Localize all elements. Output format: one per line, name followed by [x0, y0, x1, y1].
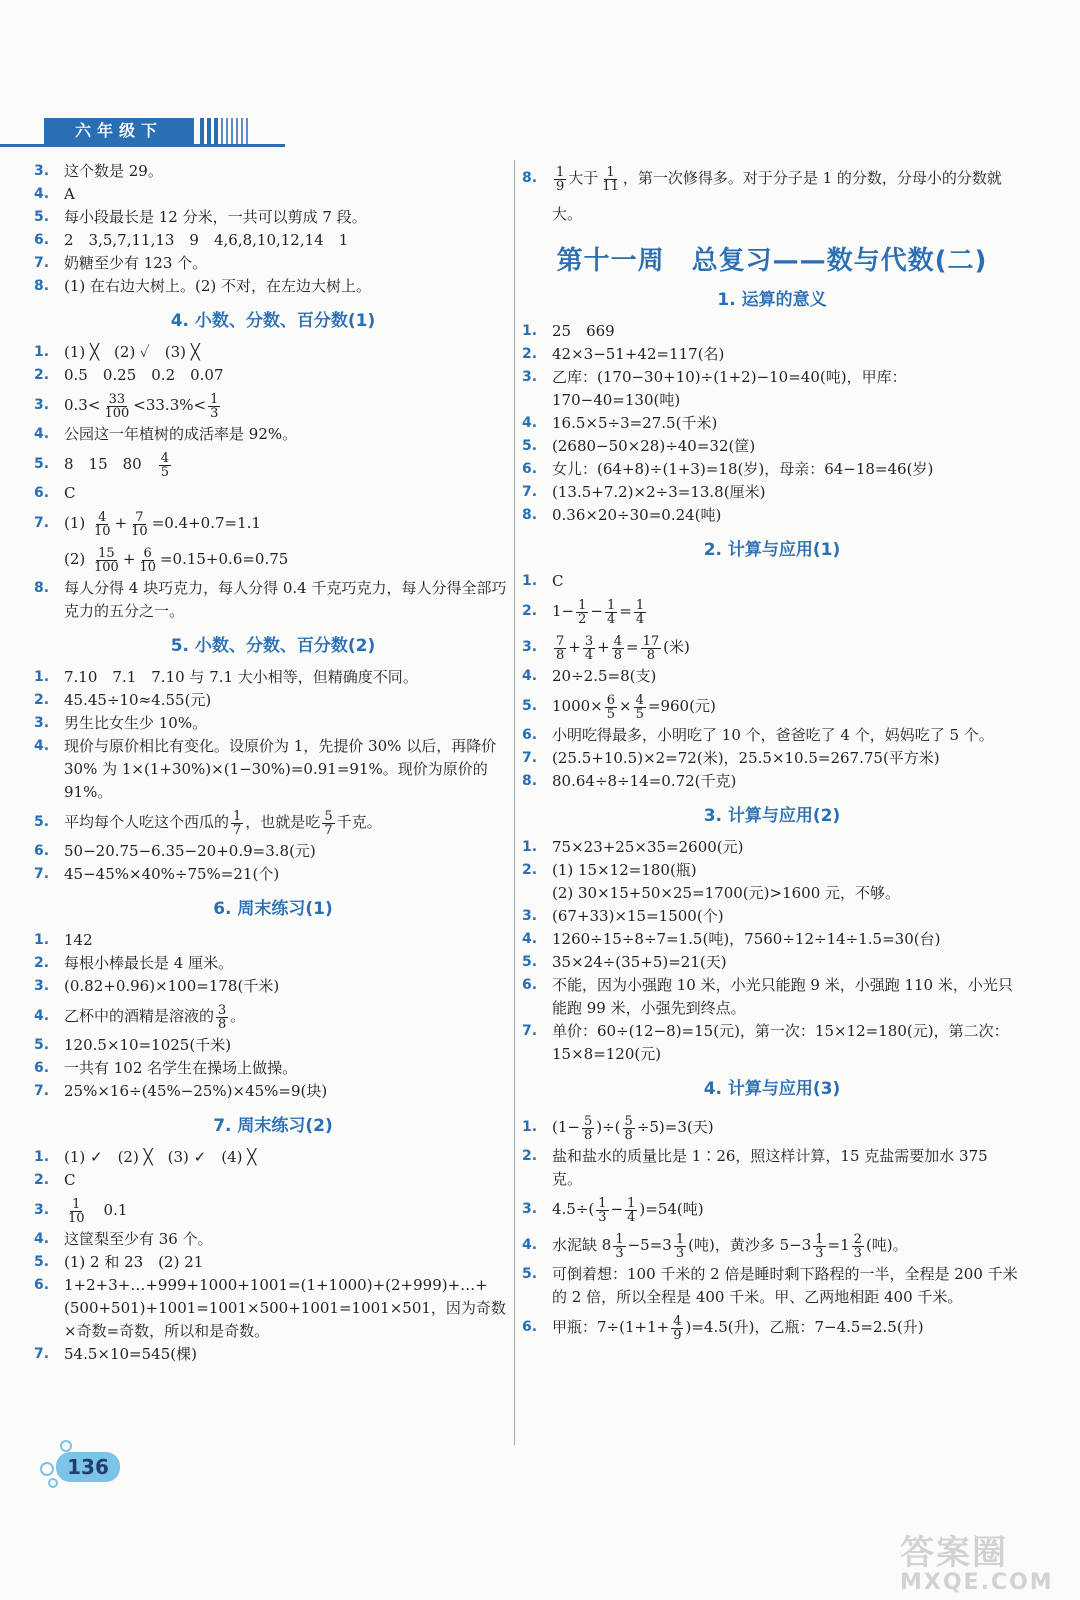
fraction: $\frac{3}{4}$: [584, 633, 594, 663]
watermark-logo: 答案圈 MXQE.COM: [900, 1533, 1054, 1595]
item-number: 5 .: [522, 435, 537, 458]
fraction: $\frac{1}{3}$: [598, 1195, 607, 1225]
item-number: 7 .: [522, 747, 537, 770]
answer-item: 7 . 单价：60÷(12−8)=15(元)，第一次：15×12=180(元)，第二次：15×8=120(元): [522, 1020, 1022, 1066]
fraction: $\frac{1}{4}$: [635, 597, 645, 627]
item-number: 3 .: [522, 905, 537, 928]
item-number: 3 .: [34, 1192, 49, 1228]
answer-item: 3 . 4.5÷( $\frac{1}{3}$ − $\frac{1}{4}$ )=54(吨): [522, 1191, 1022, 1227]
answer-item: 8 . 0.36×20÷30=0.24(吨): [522, 504, 1022, 527]
answer-item: 8 . 每人分得 4 块巧克力，每人分得 0.4 千克巧克力，每人分得全部巧克力的五分之一。: [34, 577, 512, 623]
item-number: 2 .: [522, 593, 537, 629]
item-number: 4 .: [522, 1227, 537, 1263]
answer-item: 7 . 奶糖至少有 123 个。: [34, 252, 512, 275]
answer-item: (2) $\frac{15}{100}$ + $\frac{6}{10}$ =0.15+0.6=0.75: [64, 545, 289, 575]
answer-item: 5 . 35×24÷(35+5)=21(天): [522, 951, 1022, 974]
item-number: 7 .: [522, 1020, 537, 1043]
item-number: 2 .: [522, 1145, 537, 1168]
answer-item: 6 . 1+2+3+…+999+1000+1001=(1+1000)+(2+999)+…+(500+501)+1001=1001×500+1001=1001×501，因为奇数×奇数=奇数，所以和是奇数。: [34, 1274, 512, 1343]
header-rule: [0, 144, 285, 147]
item-number: 7 .: [34, 252, 49, 275]
item-number: 8 .: [522, 770, 537, 793]
item-number: 3 .: [522, 366, 537, 389]
item-number: 6 .: [522, 1309, 537, 1345]
item-number: 6 .: [522, 724, 537, 747]
fraction: $\frac{1}{4}$: [627, 1195, 636, 1225]
fraction: $\frac{1}{10}$: [68, 1196, 85, 1226]
page-number: 136: [56, 1452, 120, 1482]
item-number: 1 .: [34, 341, 49, 364]
column-divider: [514, 160, 515, 1445]
header-stripes: [200, 118, 248, 144]
item-number: 5 .: [34, 1034, 49, 1057]
answer-item: 3 . 男生比女生少 10%。: [34, 712, 512, 735]
item-number: 3 .: [34, 712, 49, 735]
fraction: $\frac{4}{5}$: [635, 692, 644, 722]
answer-item: 7 . 45−45%×40%÷75%=21(个): [34, 863, 512, 886]
fraction: $\frac{1}{3}$: [210, 391, 219, 421]
fraction: $\frac{1}{7}$: [233, 808, 242, 838]
fraction: $\frac{5}{7}$: [324, 808, 333, 838]
answer-item: 6 . 2 3,5,7,11,13 9 4,6,8,10,12,14 1: [34, 229, 512, 252]
fraction: $\frac{4}{5}$: [160, 450, 169, 480]
item-number: 5 .: [522, 1263, 537, 1286]
answer-item: 1 . (1) ╳ (2) ✓ (3) ╳: [34, 341, 512, 364]
answer-item: 2 . 每根小棒最长是 4 厘米。: [34, 952, 512, 975]
item-number: 5 .: [34, 206, 49, 229]
right-column: [522, 160, 1022, 1345]
fraction: $\frac{1}{9}$: [556, 164, 565, 194]
fraction: $\frac{7}{10}$: [131, 509, 148, 539]
item-number: 8 .: [34, 275, 49, 298]
item-number: 6 .: [34, 482, 49, 505]
answer-item: 6 . 小明吃得最多，小明吃了 10 个，爸爸吃了 4 个，妈妈吃了 5 个。: [522, 724, 1022, 747]
item-number: 1 .: [522, 836, 537, 859]
item-number: 5 .: [34, 804, 49, 840]
item-number: 7 .: [34, 1343, 49, 1366]
item-number: 3 .: [522, 1191, 537, 1227]
item-number: 2 .: [34, 1169, 49, 1192]
answer-item: 5 . (2680−50×28)÷40=32(筐): [522, 435, 1022, 458]
item-number: 5 .: [34, 1251, 49, 1274]
answer-item: 7 . 54.5×10=545(棵): [34, 1343, 512, 1366]
item-number: 4 .: [34, 183, 49, 206]
item-number: 1 .: [522, 1109, 537, 1145]
item-number: 2 .: [34, 689, 49, 712]
answer-item: 3 . 乙库：(170−30+10)÷(1+2)−10=40(吨)，甲库：170−40=130(吨): [522, 366, 1022, 412]
fraction: $\frac{4}{8}$: [613, 633, 622, 663]
answer-item: 7 . 25%×16÷(45%−25%)×45%=9(块): [34, 1080, 512, 1103]
answer-item: 8 . 80.64÷8÷14=0.72(千克): [522, 770, 1022, 793]
answer-item: 7 . (13.5+7.2)×2÷3=13.8(厘米): [522, 481, 1022, 504]
item-number: 4 .: [522, 665, 537, 688]
item-number: 8 .: [522, 504, 537, 527]
answer-item: 5 . 可倒着想：100 千米的 2 倍是睡时剩下路程的一半，全程是 200 千米的 2 倍，所以全程是 400 千米。甲、乙两地相距 400 千米。: [522, 1263, 1022, 1309]
answer-item: 6 . 甲瓶：7÷(1+1+ $\frac{4}{9}$ )=4.5(升)，乙瓶：7−4.5=2.5(升): [522, 1309, 1022, 1345]
fraction: $\frac{1}{3}$: [675, 1231, 685, 1261]
answer-item: 6 . 女儿：(64+8)÷(1+3)=18(岁)，母亲：64−18=46(岁): [522, 458, 1022, 481]
answer-item: 3 . $\frac{7}{8}$ + $\frac{3}{4}$ + $\frac{4}{8}$ = $\frac{17}{8}$ (米): [522, 629, 1022, 665]
answer-item: 3 . 0.3< $\frac{33}{100}$ <33.3%< $\frac{1}{3}$: [34, 387, 512, 423]
item-number: 2 .: [522, 859, 537, 882]
week-title: 第十一周 总复习——数与代数(二): [556, 246, 988, 276]
section-title: 4. 计算与应用(3): [703, 1079, 841, 1099]
answer-item: 6 . C: [34, 482, 512, 505]
answer-item: 2 . (1) 15×12=180(瓶): [522, 859, 1022, 882]
item-number: 5 .: [522, 688, 537, 724]
item-number: 3 .: [34, 387, 49, 423]
item-number: 6 .: [34, 840, 49, 863]
item-number: 4 .: [34, 735, 49, 758]
fraction: $\frac{1}{2}$: [578, 597, 587, 627]
section-title: 7. 周末练习(2): [213, 1116, 333, 1136]
answer-item: 4 . 1260÷15÷8÷7=1.5(吨)，7560÷12÷14÷1.5=30(台): [522, 928, 1022, 951]
answer-item: 5 . (1) 2 和 23 (2) 21: [34, 1251, 512, 1274]
fraction: $\frac{1}{11}$: [602, 164, 619, 194]
answer-item: 2 . 42×3−51+42=117(名): [522, 343, 1022, 366]
answer-item: (2) 30×15+50×25=1700(元)>1600 元，不够。: [552, 884, 901, 902]
fraction: $\frac{3}{8}$: [218, 1002, 227, 1032]
answer-item: 2 . C: [34, 1169, 512, 1192]
section-title: 5. 小数、分数、百分数(2): [170, 636, 376, 656]
answer-item: 4 . 乙杯中的酒精是溶液的 $\frac{3}{8}$ 。: [34, 998, 512, 1034]
answer-item: 1 . 142: [34, 929, 512, 952]
answer-item: 4 . 水泥缺 8 $\frac{1}{3}$ −5=3 $\frac{1}{3}$ (吨)，黄沙多 5−3 $\frac{1}{3}$ =1 $\frac{2}{3}$ (吨)。: [522, 1227, 1022, 1263]
item-number: 3 .: [34, 975, 49, 998]
answer-item: 4 . A: [34, 183, 512, 206]
answer-item: 5 . 8 15 80 $\frac{4}{5}$: [34, 446, 512, 482]
fraction: $\frac{5}{8}$: [583, 1113, 593, 1143]
answer-item: 5 . 120.5×10=1025(千米): [34, 1034, 512, 1057]
item-number: 5 .: [522, 951, 537, 974]
answer-item: 8 . (1) 在右边大树上。(2) 不对，在左边大树上。: [34, 275, 512, 298]
grade-label: 六年级下: [44, 118, 194, 144]
left-column: [34, 160, 512, 1366]
item-number: 2 .: [34, 364, 49, 387]
section-title: 3. 计算与应用(2): [703, 806, 841, 826]
answer-item: 6 . 50−20.75−6.35−20+0.9=3.8(元): [34, 840, 512, 863]
item-number: 4 .: [522, 928, 537, 951]
answer-item: 6 . 一共有 102 名学生在操场上做操。: [34, 1057, 512, 1080]
item-number: 7 .: [34, 1080, 49, 1103]
section-title: 2. 计算与应用(1): [703, 540, 841, 560]
item-number: 6 .: [522, 974, 537, 997]
fraction: $\frac{6}{10}$: [139, 545, 156, 575]
fraction: $\frac{17}{8}$: [642, 633, 660, 663]
item-number: 7 .: [522, 481, 537, 504]
bubble-decoration: [48, 1478, 58, 1488]
bubble-decoration: [60, 1440, 72, 1452]
item-number: 5 .: [34, 446, 49, 482]
fraction: $\frac{1}{3}$: [815, 1231, 824, 1261]
answer-item: 3 . (0.82+0.96)×100=178(千米): [34, 975, 512, 998]
item-number: 4 .: [34, 423, 49, 446]
answer-item: 6 . 不能，因为小强跑 10 米，小光只能跑 9 米，小强跑 110 米，小光只能跑 99 米，小强先到终点。: [522, 974, 1022, 1020]
item-number: 1 .: [522, 570, 537, 593]
answer-item: 1 . (1− $\frac{5}{8}$ )÷( $\frac{5}{8}$ ÷5)=3(天): [522, 1109, 1022, 1145]
answer-item: 4 . 现价与原价相比有变化。设原价为 1，先提价 30% 以后，再降价 30% 为 1×(1+30%)×(1−30%)=0.91=91%。现价为原价的 91%。: [34, 735, 512, 804]
item-number: 1 .: [34, 666, 49, 689]
item-number: 8 .: [522, 160, 537, 196]
item-number: 2 .: [34, 952, 49, 975]
answer-item: 5 . 1000× $\frac{6}{5}$ × $\frac{4}{5}$ =960(元): [522, 688, 1022, 724]
answer-item: 7 . (25.5+10.5)×2=72(米)，25.5×10.5=267.75(平方米): [522, 747, 1022, 770]
answer-item: 3 . (67+33)×15=1500(个): [522, 905, 1022, 928]
item-number: 1 .: [34, 1146, 49, 1169]
fraction: $\frac{1}{4}$: [606, 597, 616, 627]
item-number: 8 .: [34, 577, 49, 600]
answer-item: 4 . 公园这一年植树的成活率是 92%。: [34, 423, 512, 446]
fraction: $\frac{33}{100}$: [104, 391, 130, 421]
item-number: 1 .: [522, 320, 537, 343]
answer-item: 4 . 20÷2.5=8(支): [522, 665, 1022, 688]
section-title: 1. 运算的意义: [717, 290, 827, 310]
answer-item: 2 . 45.45÷10≈4.55(元): [34, 689, 512, 712]
answer-item: 1 . 25 669: [522, 320, 1022, 343]
answer-item: 4 . 16.5×5÷3=27.5(千米): [522, 412, 1022, 435]
item-number: 3 .: [522, 629, 537, 665]
item-number: 4 .: [34, 1228, 49, 1251]
answer-item: 8 . $\frac{1}{9}$ 大于 $\frac{1}{11}$ ，第一次修得多。对于分子是 1 的分数，分母小的分数就大。: [522, 160, 1022, 232]
fraction: $\frac{4}{9}$: [673, 1313, 682, 1343]
fraction: $\frac{1}{3}$: [615, 1231, 624, 1261]
item-number: 6 .: [522, 458, 537, 481]
fraction: $\frac{2}{3}$: [853, 1231, 862, 1261]
item-number: 6 .: [34, 229, 49, 252]
answer-item: 7 . (1) $\frac{4}{10}$ + $\frac{7}{10}$ =0.4+0.7=1.1: [34, 505, 512, 541]
answer-item: 2 . 盐和盐水的质量比是 1∶26，照这样计算，15 克盐需要加水 375 克。: [522, 1145, 1022, 1191]
answer-item: 4 . 这筐梨至少有 36 个。: [34, 1228, 512, 1251]
item-number: 2 .: [522, 343, 537, 366]
answer-item: 3 . 这个数是 29。: [34, 160, 512, 183]
item-number: 4 .: [34, 998, 49, 1034]
fraction: $\frac{4}{10}$: [94, 509, 111, 539]
answer-item: 3 . $\frac{1}{10}$ 0.1: [34, 1192, 512, 1228]
item-number: 7 .: [34, 863, 49, 886]
item-number: 7 .: [34, 505, 49, 541]
answer-item: 1 . C: [522, 570, 1022, 593]
answer-item: 1 . 75×23+25×35=2600(元): [522, 836, 1022, 859]
answer-item: 2 . 0.5 0.25 0.2 0.07: [34, 364, 512, 387]
answer-item: 5 . 平均每个人吃这个西瓜的 $\frac{1}{7}$ ，也就是吃 $\frac{5}{7}$ 千克。: [34, 804, 512, 840]
item-number: 6 .: [34, 1057, 49, 1080]
fraction: $\frac{6}{5}$: [606, 692, 616, 722]
answer-item: 1 . 7.10 7.1 7.10 与 7.1 大小相等，但精确度不同。: [34, 666, 512, 689]
fraction: $\frac{5}{8}$: [624, 1113, 633, 1143]
fraction: $\frac{15}{100}$: [94, 545, 119, 575]
bubble-decoration: [40, 1462, 54, 1476]
item-number: 3 .: [34, 160, 49, 183]
item-number: 6 .: [34, 1274, 49, 1297]
answer-item: 5 . 每小段最长是 12 分米，一共可以剪成 7 段。: [34, 206, 512, 229]
item-number: 4 .: [522, 412, 537, 435]
item-number: 1 .: [34, 929, 49, 952]
answer-item: 2 . 1− $\frac{1}{2}$ − $\frac{1}{4}$ = $\frac{1}{4}$: [522, 593, 1022, 629]
answer-item: 1 . (1) ✓ (2) ╳ (3) ✓ (4) ╳: [34, 1146, 512, 1169]
fraction: $\frac{7}{8}$: [556, 633, 565, 663]
section-title: 6. 周末练习(1): [213, 899, 333, 919]
section-title: 4. 小数、分数、百分数(1): [170, 311, 376, 331]
